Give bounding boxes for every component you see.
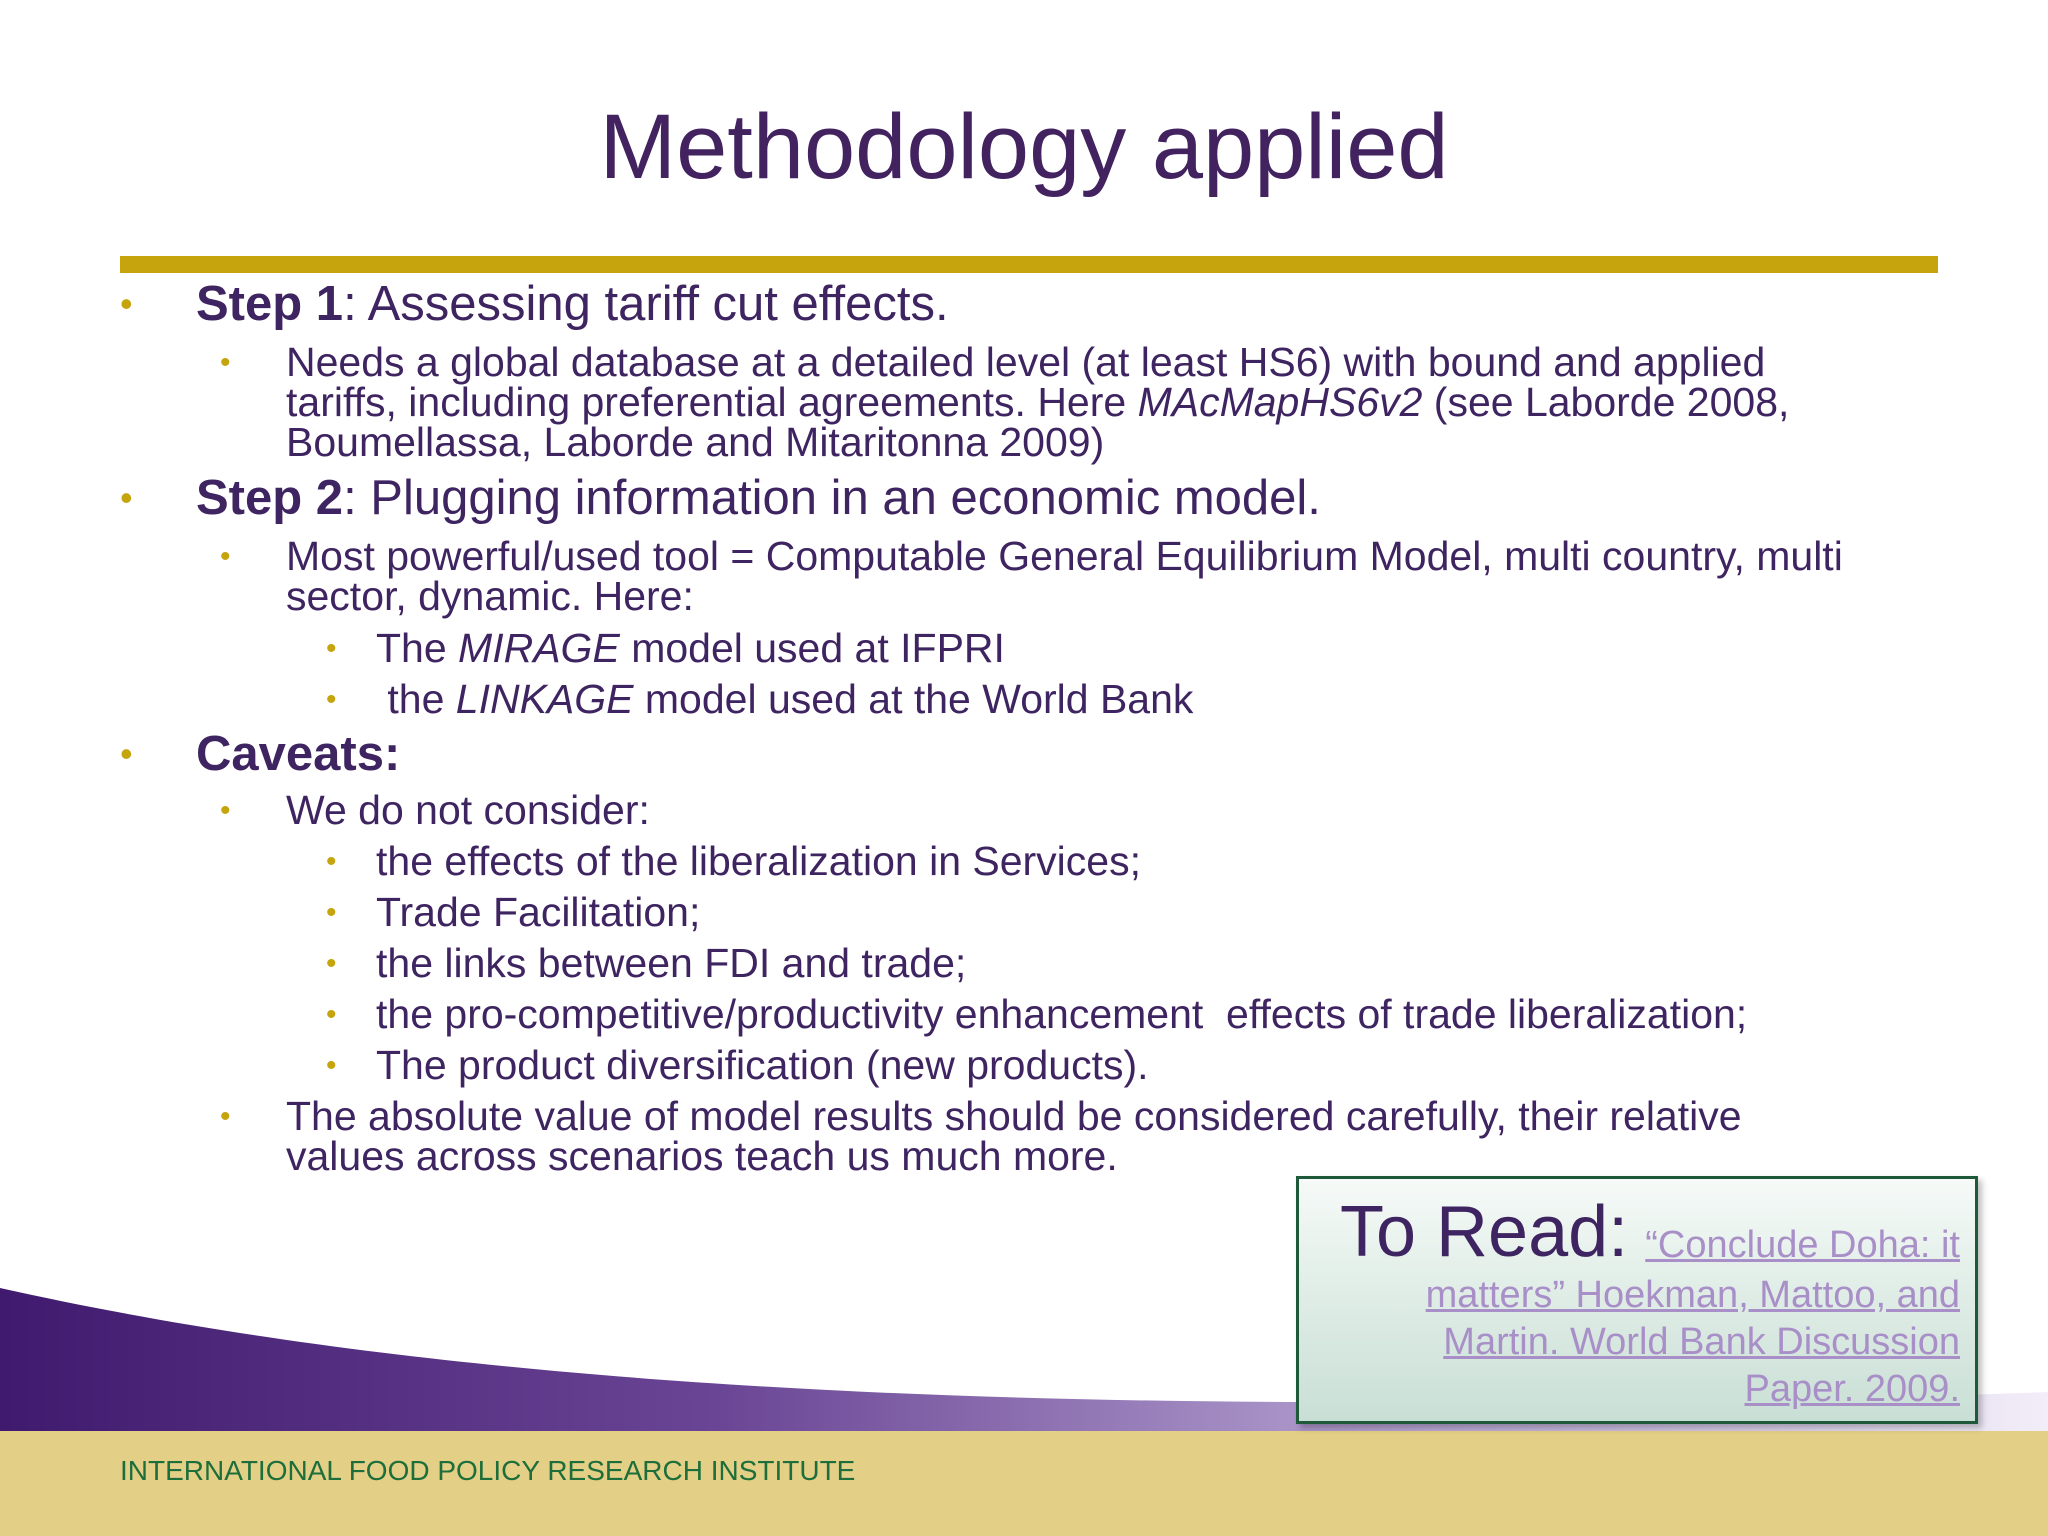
caveats-intro: We do not consider:	[286, 787, 650, 833]
dataset-name: MAcMapHS6v2	[1137, 379, 1423, 425]
bullet-dot: •	[326, 683, 337, 716]
bullet-dot: •	[220, 346, 231, 379]
bullet-dot: •	[220, 540, 231, 573]
reference-link-line2[interactable]: matters” Hoekman, Mattoo, and	[1425, 1274, 1960, 1316]
caveats-note-line1: The absolute value of model results should be considered carefully, their relative	[286, 1093, 1742, 1139]
bullet-dot: •	[326, 845, 337, 878]
to-read-label: To Read:	[1340, 1192, 1629, 1272]
footer-institute-name: INTERNATIONAL FOOD POLICY RESEARCH INSTITUTE	[120, 1455, 856, 1486]
bullet-dot: •	[326, 632, 337, 665]
step1-sub-line3: Boumellassa, Laborde and Mitaritonna 2009)	[286, 419, 1105, 465]
reference-link-line4[interactable]: Paper. 2009.	[1744, 1368, 1960, 1410]
step1-sub-line1: Needs a global database at a detailed level (at least HS6) with bound and applied	[286, 339, 1766, 385]
step2-label: Step 2	[196, 471, 344, 525]
step2-sub-line2: sector, dynamic. Here:	[286, 573, 694, 619]
bullet-dot: •	[120, 283, 133, 324]
caveats-note-line2: values across scenarios teach us much more.	[286, 1133, 1118, 1179]
reference-link-line1[interactable]: “Conclude Doha: it	[1645, 1224, 1960, 1266]
step2-sub-line1: Most powerful/used tool = Computable General Equilibrium Model, multi country, multi	[286, 533, 1843, 579]
bullet-dot: •	[326, 896, 337, 929]
bullet-dot: •	[120, 733, 133, 774]
step1-text: : Assessing tariff cut effects.	[343, 277, 949, 331]
bullet-dot: •	[326, 998, 337, 1031]
bullet-dot: •	[326, 1049, 337, 1082]
step1-sub-line2: tariffs, including preferential agreements. Here MAcMapHS6v2 (see Laborde 2008,	[286, 379, 1790, 425]
slide-title: Methodology applied	[599, 96, 1449, 198]
model-mirage: MIRAGE	[458, 625, 620, 671]
step1-label: Step 1	[196, 277, 344, 331]
caveats-heading: Caveats:	[196, 727, 401, 781]
title-divider	[120, 256, 1938, 273]
bullet-dot: •	[120, 477, 133, 518]
bullet-dot: •	[220, 1100, 231, 1133]
bullet-dot: •	[220, 794, 231, 827]
model-linkage: LINKAGE	[455, 676, 634, 722]
bullet-dot: •	[326, 947, 337, 980]
reference-link-line3[interactable]: Martin. World Bank Discussion	[1443, 1321, 1960, 1363]
step2-text: : Plugging information in an economic model.	[343, 471, 1321, 525]
slide: Methodology applied • Step 1: Assessing tariff cut effects. • Needs a global database at a detailed level (at least HS6) with bound and applied tariffs, including preferential agreements. Here MAcMapHS6v2 (see Laborde 2008, Boumellassa, Laborde and Mitaritonna 2009) • Step 2: Plugging information in an economic model. • Most powerful/used tool = Computable General Equilibrium Model, multi country, multi sector, dynamic. Here: • The MIRAGE model used at IFPRI • the LINKAGE model used at the World Bank • Caveats: • We do not consider: • the effects of the liberalization in Services; • Trade Facilitation; • the links between FDI and trade; • the pro-competitive/productivity enhancement effects of trade liberalization; • The product diversification (new products). • The absolute value of model results should be considered carefully, their relative values across scenarios teach us much more. INTERNATIONAL FOOD POLICY RESEARCH INSTITUTE To Read: “Conclude Doha: it matters” Hoekman, Mattoo, and Martin. World Bank Discussion Paper. 2009.	[0, 0, 2048, 1536]
